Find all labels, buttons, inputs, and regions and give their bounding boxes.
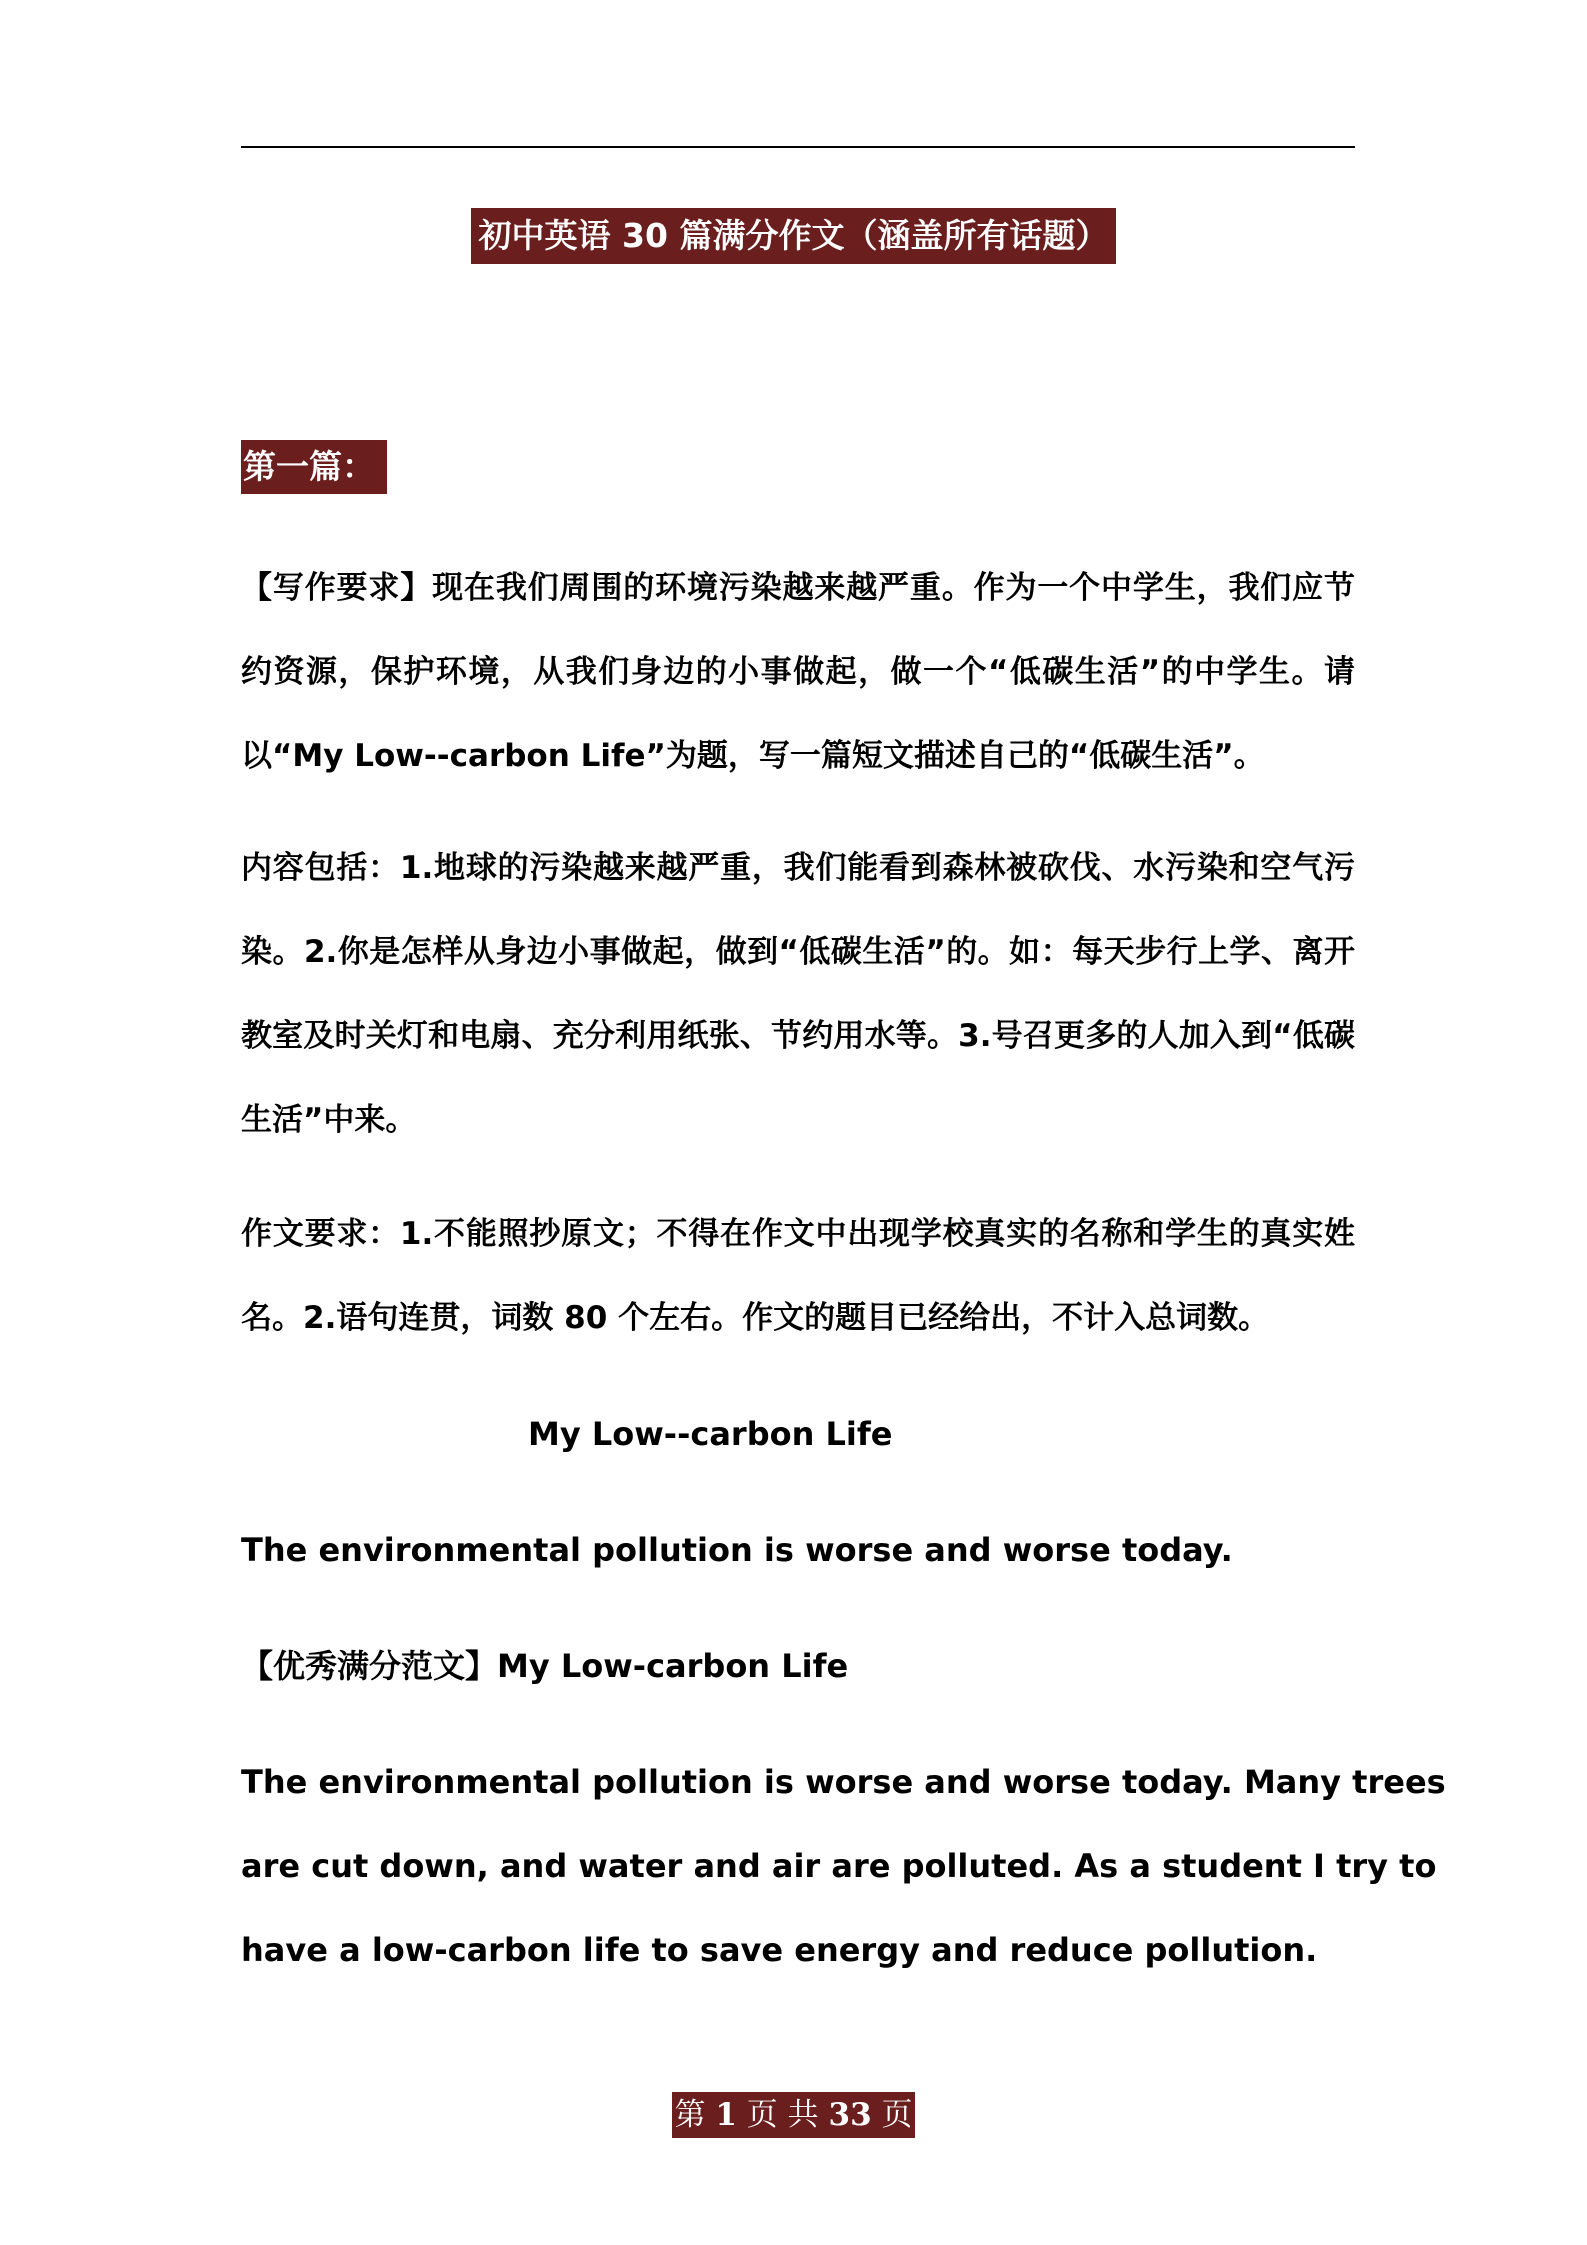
content-requirements-paragraph: 内容包括：1.地球的污染越来越严重，我们能看到森林被砍伐、水污染和空气污染。2.你是怎样从身边小事做起，做到“低碳生活”的。如：每天步行上学、离开教室及时关灯和电扇、充分利用纸张、节约用水等。3.号召更多的人加入到“低碳生活”中来。 xyxy=(241,850,1355,1138)
footer-suffix: 页 xyxy=(881,2097,913,2133)
essay-title: My Low--carbon Life xyxy=(528,1415,893,1453)
current-page-number: 1 xyxy=(715,2097,737,2133)
footer-prefix: 第 xyxy=(674,2097,706,2133)
title-container xyxy=(0,208,1587,264)
total-pages-number: 33 xyxy=(828,2097,872,2133)
model-essay-line: are cut down, and water and air are polluted. As a student I try to xyxy=(241,1847,1437,1885)
model-essay-line: The environmental pollution is worse and worse today. Many trees xyxy=(241,1763,1446,1801)
model-essay-heading: 【优秀满分范文】My Low-carbon Life xyxy=(241,1647,849,1685)
composition-requirements-paragraph: 作文要求：1.不能照抄原文；不得在作文中出现学校真实的名称和学生的真实姓名。2.语句连贯，词数 80 个左右。作文的题目已经给出，不计入总词数。 xyxy=(241,1216,1355,1336)
footer-middle: 页 共 xyxy=(746,2097,819,2133)
writing-requirement-paragraph: 【写作要求】现在我们周围的环境污染越来越严重。作为一个中学生，我们应节约资源，保护环境，从我们身边的小事做起，做一个“低碳生活”的中学生。请以“My Low--carbon Life”为题，写一篇短文描述自己的“低碳生活”。 xyxy=(241,570,1355,774)
page-number-indicator xyxy=(672,2092,914,2138)
header-rule xyxy=(241,146,1355,148)
page-footer xyxy=(0,2092,1587,2138)
section-label: 第一篇： xyxy=(241,440,387,494)
document-title: 初中英语 30 篇满分作文（涵盖所有话题） xyxy=(471,208,1117,264)
model-essay-line: have a low-carbon life to save energy and reduce pollution. xyxy=(241,1931,1318,1969)
opening-sentence: The environmental pollution is worse and worse today. xyxy=(241,1531,1233,1569)
